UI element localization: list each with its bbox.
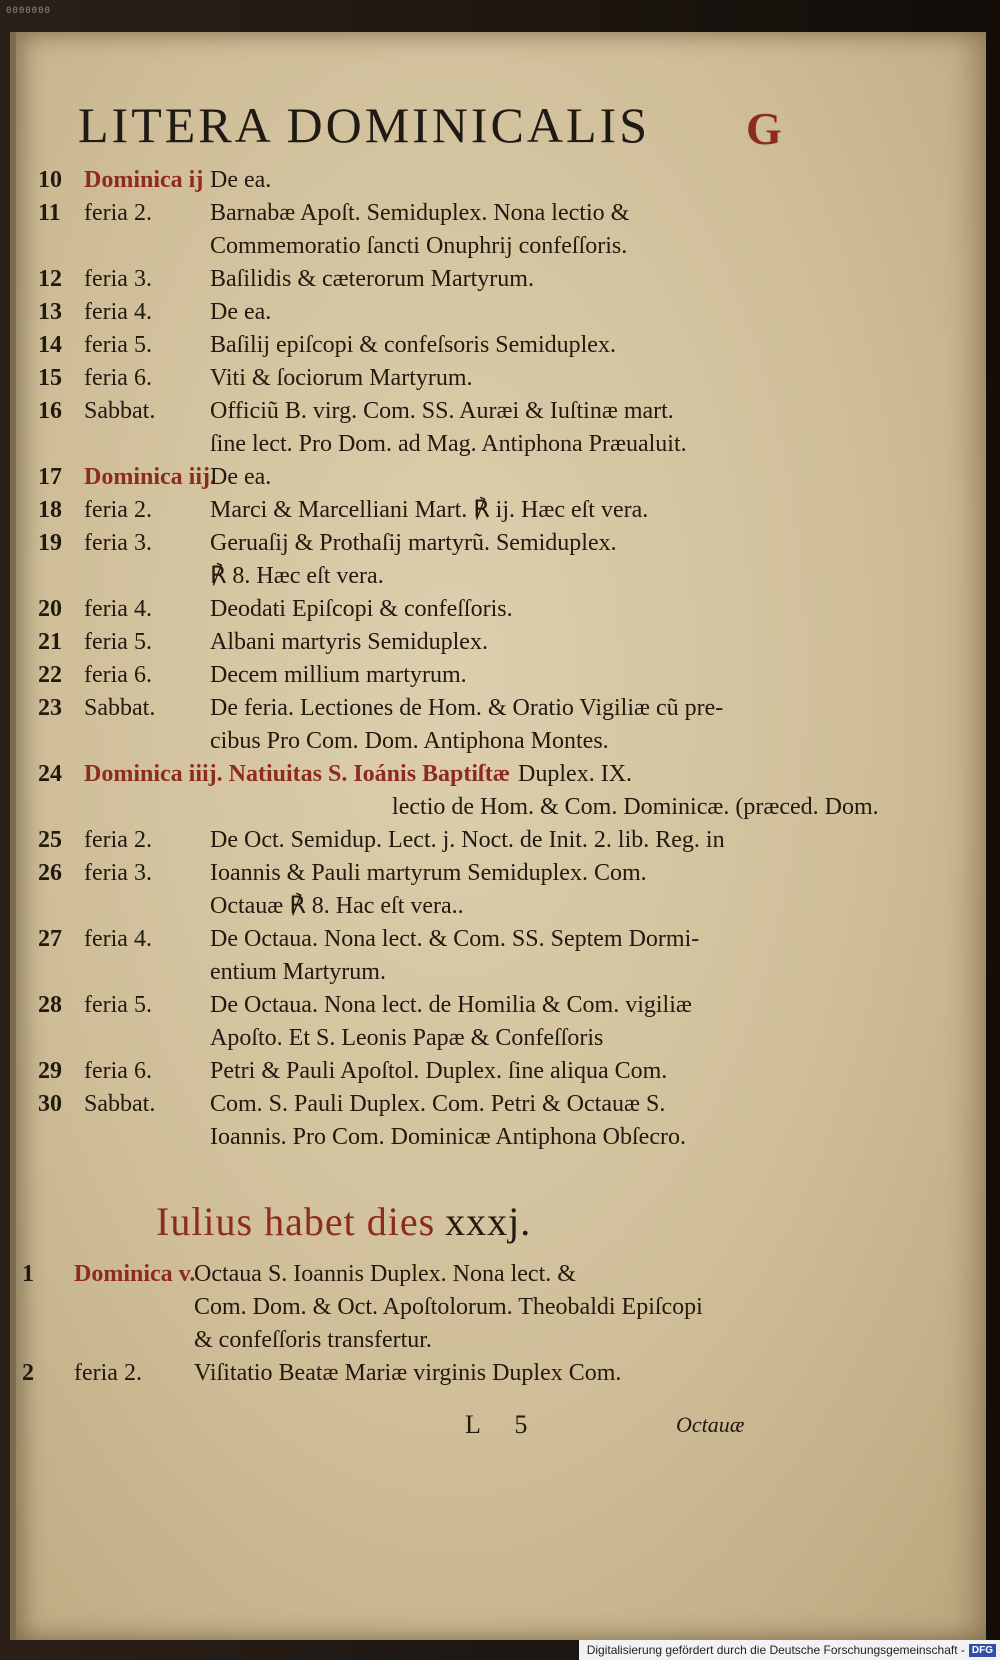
entry-weekday: Dominica ij	[84, 167, 204, 193]
entry-text	[210, 329, 783, 362]
entry-day-number: 1	[22, 1261, 34, 1287]
month-heading-title: Iulius habet dies	[156, 1199, 436, 1244]
entry-line: lectio de Hom. & Com. Dominicæ. (præced. Dom.	[392, 794, 879, 820]
entry-weekday: feria 6.	[84, 365, 152, 391]
entry-row	[38, 494, 783, 527]
entry-text	[194, 1258, 782, 1357]
entry-day-number: 27	[38, 926, 62, 952]
entry-text	[210, 1088, 783, 1154]
entry-text	[210, 527, 783, 593]
entry-text	[210, 659, 783, 692]
entry-row	[38, 362, 783, 395]
entry-day-number: 19	[38, 530, 62, 556]
entry-day-number: 10	[38, 167, 62, 193]
entry-weekday: Sabbat.	[84, 695, 156, 721]
entry-text	[210, 857, 783, 923]
entry-line: Marci & Marcelliani Mart. ℟ ij. Hæc eſt vera.	[210, 497, 649, 523]
entry-row	[38, 164, 783, 197]
entry-line: Apoſto. Et S. Leonis Papæ & Confeſſoris	[210, 1025, 604, 1051]
entry-line: Octaua S. Ioannis Duplex. Nona lect. &	[194, 1261, 576, 1287]
entry-row	[38, 263, 783, 296]
entry-line: De Octaua. Nona lect. & Com. SS. Septem Dormi-	[210, 926, 700, 952]
entry-day-number: 11	[38, 200, 61, 226]
entry-row	[38, 296, 783, 329]
entry-text	[210, 296, 783, 329]
entry-line: Baſilij epiſcopi & confeſsoris Semiduplex.	[210, 332, 616, 358]
entry-row	[38, 758, 879, 824]
page-header	[78, 96, 978, 156]
entry-text	[210, 593, 783, 626]
entry-line: Octauæ ℟ 8. Hac eſt vera..	[210, 893, 464, 919]
entry-row	[38, 857, 783, 923]
entry-weekday: feria 3.	[84, 266, 152, 292]
dominical-letter: G	[746, 103, 782, 154]
entry-day-number: 17	[38, 464, 62, 490]
entry-day-number: 24	[38, 761, 62, 787]
entry-text	[210, 494, 783, 527]
entry-line: Com. Dom. & Oct. Apoſtolorum. Theobaldi Epiſcopi	[194, 1294, 703, 1320]
entry-line: Barnabæ Apoſt. Semiduplex. Nona lectio &	[210, 200, 630, 226]
entry-row	[38, 197, 783, 263]
entry-row	[38, 395, 783, 461]
page-title: LITERA DOMINICALIS	[78, 97, 651, 153]
entry-day-number: 22	[38, 662, 62, 688]
entry-row	[38, 692, 783, 758]
entry-line: & confeſſoris transfertur.	[194, 1327, 432, 1353]
entry-day-number: 16	[38, 398, 62, 424]
entry-day-number: 20	[38, 596, 62, 622]
entry-line: De ea.	[210, 299, 272, 325]
calendar-entries-july	[22, 1258, 782, 1390]
entry-row	[38, 659, 783, 692]
signature-mark: L 5	[465, 1410, 542, 1439]
entry-day-number: 30	[38, 1091, 62, 1117]
entry-line: Petri & Pauli Apoſtol. Duplex. ſine aliqua Com.	[210, 1058, 668, 1084]
entry-line: Commemoratio ſancti Onuphrij confeſſoris.	[210, 233, 628, 259]
entry-line: cibus Pro Com. Dom. Antiphona Montes.	[210, 728, 609, 754]
entry-line: Geruaſij & Prothaſij martyrũ. Semiduplex.	[210, 530, 617, 556]
entry-line: ℟ 8. Hæc eſt vera.	[210, 563, 384, 589]
catchword: Octauæ	[676, 1412, 745, 1437]
entry-text	[194, 1357, 782, 1390]
entry-weekday: Dominica iiij. Natiuitas S. Ioánis Baptiſtæ	[84, 761, 511, 787]
entry-day-number: 28	[38, 992, 62, 1018]
entry-text	[210, 824, 783, 857]
entry-day-number: 25	[38, 827, 62, 853]
entry-weekday: feria 6.	[84, 662, 152, 688]
entry-text	[210, 461, 783, 494]
entry-day-number: 12	[38, 266, 62, 292]
entry-line: De feria. Lectiones de Hom. & Oratio Vigiliæ cũ pre-	[210, 695, 724, 721]
entry-text	[392, 758, 879, 824]
entry-weekday: feria 4.	[84, 926, 152, 952]
month-heading	[156, 1198, 531, 1245]
entry-day-number: 2	[22, 1360, 34, 1386]
entry-weekday: feria 2.	[84, 827, 152, 853]
entry-weekday: feria 5.	[84, 992, 152, 1018]
entry-text	[210, 395, 783, 461]
entry-weekday: feria 2.	[84, 497, 152, 523]
entry-line: Viſitatio Beatæ Mariæ virginis Duplex Com.	[194, 1360, 622, 1386]
entry-text	[210, 1055, 783, 1088]
entry-day-number: 14	[38, 332, 62, 358]
entry-line: De ea.	[210, 167, 272, 193]
entry-text	[210, 692, 783, 758]
entry-line: Officiũ B. virg. Com. SS. Auræi & Iuſtinæ mart.	[210, 398, 674, 424]
entry-day-number: 29	[38, 1058, 62, 1084]
entry-weekday: Sabbat.	[84, 398, 156, 424]
entry-line: Albani martyris Semiduplex.	[210, 629, 488, 655]
entry-day-number: 26	[38, 860, 62, 886]
entry-line: Com. S. Pauli Duplex. Com. Petri & Octauæ S.	[210, 1091, 666, 1117]
entry-day-number: 13	[38, 299, 62, 325]
entry-line: De Octaua. Nona lect. de Homilia & Com. vigiliæ	[210, 992, 692, 1018]
entry-line: Viti & ſociorum Martyrum.	[210, 365, 473, 391]
entry-weekday: feria 3.	[84, 530, 152, 556]
month-heading-days: xxxj.	[445, 1199, 532, 1244]
calendar-entries	[38, 164, 879, 1154]
credit-text: Digitalisierung gefördert durch die Deutsche Forschungsgemeinschaft -	[586, 1643, 965, 1657]
entry-line: Decem millium martyrum.	[210, 662, 467, 688]
entry-weekday: feria 4.	[84, 299, 152, 325]
entry-day-number: 23	[38, 695, 62, 721]
entry-line: De ea.	[210, 464, 272, 490]
entry-row	[38, 329, 783, 362]
entry-row	[22, 1357, 782, 1390]
entry-weekday: Sabbat.	[84, 1091, 156, 1117]
entry-row	[38, 989, 783, 1055]
entry-weekday: feria 5.	[84, 629, 152, 655]
entry-weekday: feria 2.	[74, 1360, 142, 1386]
entry-text	[210, 197, 783, 263]
entry-line: Deodati Epiſcopi & confeſſoris.	[210, 596, 513, 622]
entry-row	[38, 1055, 783, 1088]
entry-line: Duplex. IX.	[518, 761, 633, 787]
entry-weekday: feria 5.	[84, 332, 152, 358]
entry-line: Baſilidis & cæterorum Martyrum.	[210, 266, 534, 292]
entry-day-number: 18	[38, 497, 62, 523]
entry-row	[38, 1088, 783, 1154]
entry-line: De Oct. Semidup. Lect. j. Noct. de Init. 2. lib. Reg. in	[210, 827, 725, 853]
entry-line: Ioannis. Pro Com. Dominicæ Antiphona Obſecro.	[210, 1124, 686, 1150]
entry-text	[210, 362, 783, 395]
entry-row	[38, 626, 783, 659]
entry-day-number: 15	[38, 365, 62, 391]
entry-row	[38, 461, 783, 494]
entry-text	[210, 923, 783, 989]
entry-text	[210, 989, 783, 1055]
entry-weekday: feria 3.	[84, 860, 152, 886]
entry-weekday: feria 6.	[84, 1058, 152, 1084]
entry-row	[38, 593, 783, 626]
entry-text	[210, 164, 783, 197]
entry-weekday: Dominica v.	[74, 1261, 196, 1287]
scan-mark: 0000000	[6, 6, 51, 16]
entry-line: ſine lect. Pro Dom. ad Mag. Antiphona Præualuit.	[210, 431, 687, 457]
entry-row	[38, 923, 783, 989]
entry-line: entium Martyrum.	[210, 959, 386, 985]
entry-text	[210, 626, 783, 659]
credit-bar	[579, 1640, 1000, 1660]
entry-row	[38, 527, 783, 593]
entry-row	[22, 1258, 782, 1357]
entry-weekday: feria 2.	[84, 200, 152, 226]
entry-weekday: Dominica iij.	[84, 464, 216, 490]
entry-day-number: 21	[38, 629, 62, 655]
dfg-logo: DFG	[969, 1644, 996, 1657]
entry-weekday: feria 4.	[84, 596, 152, 622]
entry-text	[210, 263, 783, 296]
entry-line: Ioannis & Pauli martyrum Semiduplex. Com.	[210, 860, 647, 886]
entry-row	[38, 824, 783, 857]
